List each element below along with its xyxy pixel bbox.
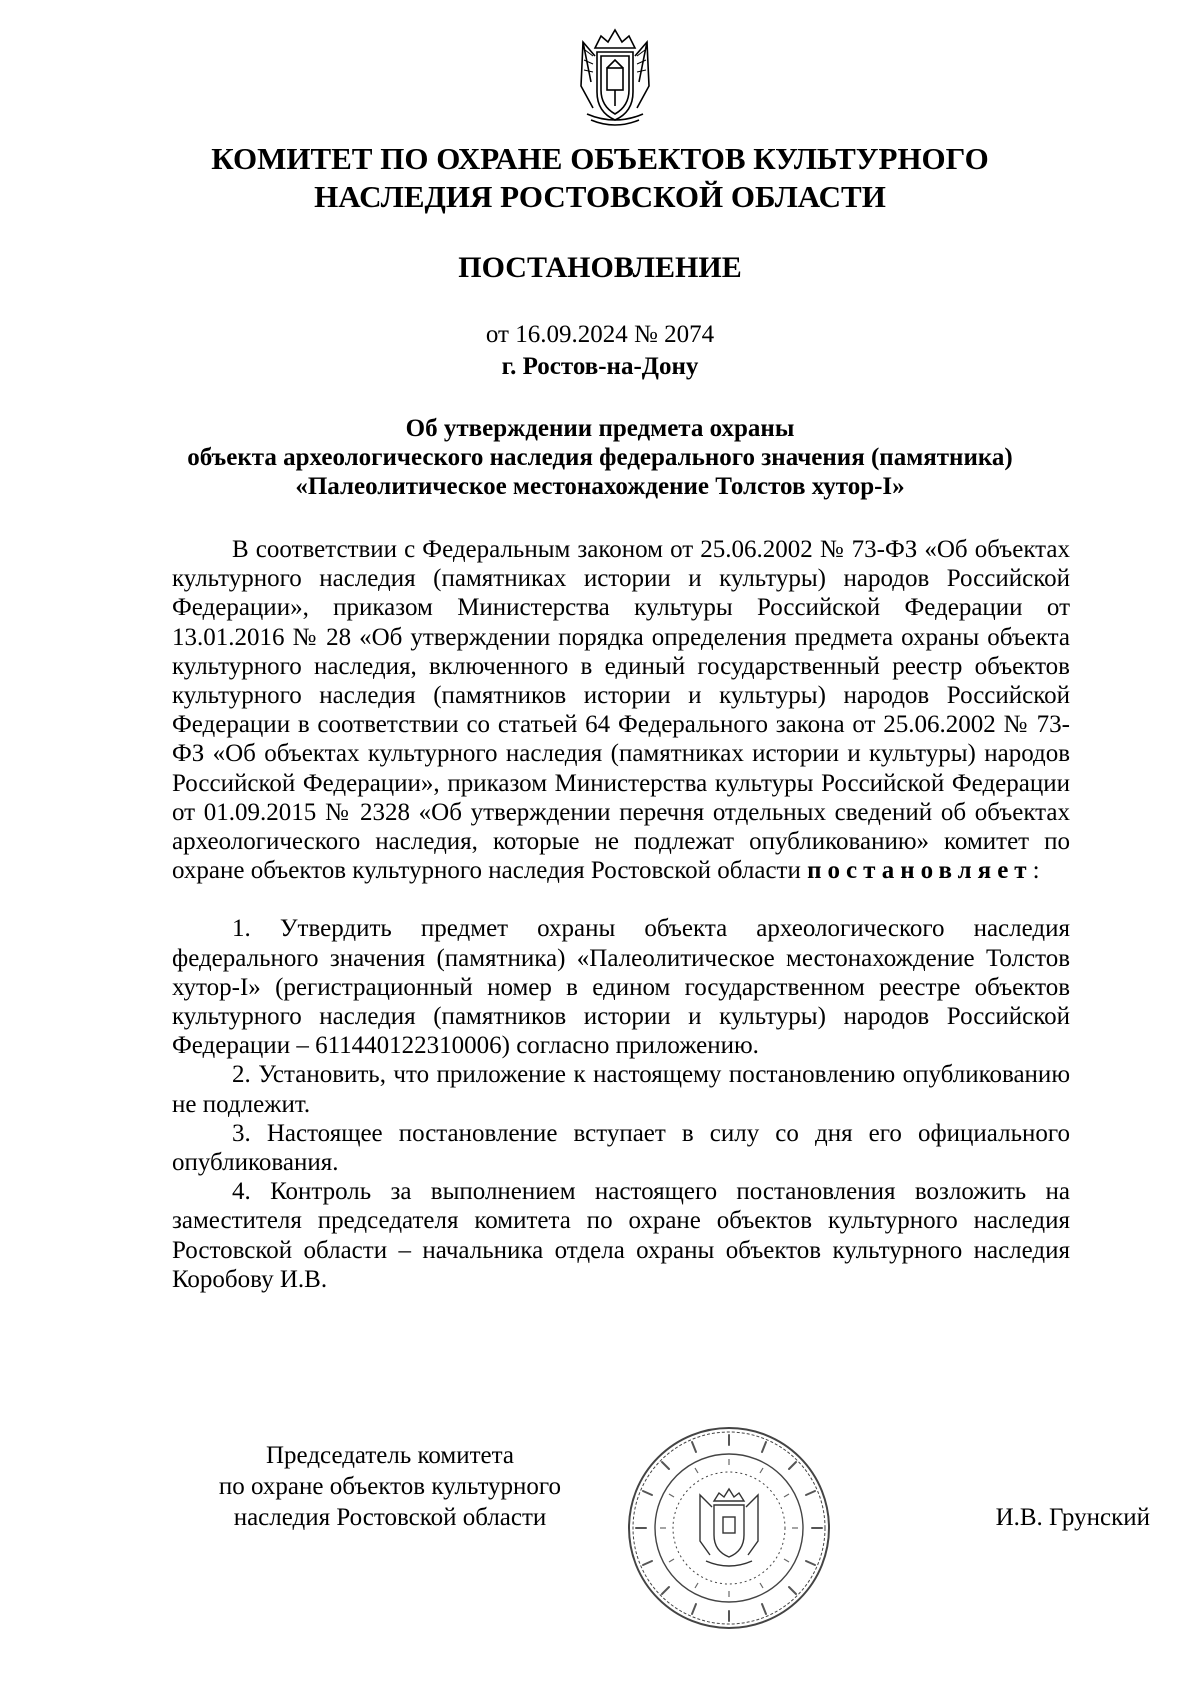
preamble-paragraph	[172, 535, 1070, 885]
resolution-item-2: 2. Установить, что приложение к настоящему постановлению опубликованию не подлежит.	[172, 1061, 1070, 1118]
preamble-colon: :	[1032, 857, 1040, 885]
signatory-title-line-1: Председатель комитета	[266, 1442, 514, 1469]
subject-line-2: объекта археологического наследия федерального значения (памятника)	[187, 444, 1013, 471]
document-body	[172, 535, 1070, 1294]
subject-line-3: «Палеолитическое местонахождение Толстов хутор-I»	[295, 473, 905, 500]
org-line-1: КОМИТЕТ ПО ОХРАНЕ ОБЪЕКТОВ КУЛЬТУРНОГО	[211, 141, 989, 176]
resolution-item-1: 1. Утвердить предмет охраны объекта археологического наследия федерального значения (памятника) «Палеолитическое местонахождение Толстов хутор-I» (регистрационный номер в едином государственном реестре объектов культурного наследия (памятников истории и культуры) народов Российской Федерации – 611440122310006) согласно приложению.	[172, 915, 1070, 1060]
signatory-name: И.В. Грунский	[995, 1504, 1150, 1531]
document-subject	[150, 414, 1050, 501]
resolution-item-3: 3. Настоящее постановление вступает в силу со дня его официального опубликования.	[172, 1119, 1070, 1177]
document-type: ПОСТАНОВЛЕНИЕ	[458, 251, 742, 284]
resolution-item-4: 4. Контроль за выполнением настоящего постановления возложить на заместителя председателя комитета по охране объектов культурного наследия Ростовской области – начальника отдела охраны объектов культурного наследия Коробову И.В.	[172, 1178, 1070, 1293]
decree-word: постановляет	[807, 857, 1033, 885]
org-line-2: НАСЛЕДИЯ РОСТОВСКОЙ ОБЛАСТИ	[314, 179, 886, 214]
preamble-text: В соответствии с Федеральным законом от 25.06.2002 № 73-ФЗ «Об объектах культурного наследия (памятниках истории и культуры) народов Российской Федерации», приказом Министерства культуры Российской Федерации от 13.01.2016 № 28 «Об утверждении порядка определения предмета охраны объекта культурного наследия, включенного в единый государственный реестр объектов культурного наследия (памятников истории и культуры) народов Российской Федерации в соответствии со статьей 64 Федерального закона от 25.06.2002 № 73-ФЗ «Об объектах культурного наследия (памятниках истории и культуры) народов Российской Федерации», приказом Министерства культуры Российской Федерации от 01.09.2015 № 2328 «Об утверждении перечня отдельных сведений об объектах археологического наследия, которые не подлежат опубликованию» комитет по охране объектов культурного наследия Ростовской области	[172, 536, 1070, 885]
signatory-title-line-2: по охране объектов культурного	[218, 1473, 562, 1500]
document-date-number: от 16.09.2024 № 2074	[485, 321, 715, 348]
signatory-title	[180, 1440, 600, 1533]
rostov-region-coat-of-arms-icon	[565, 22, 665, 130]
document-city: г. Ростов-на-Дону	[501, 353, 699, 380]
organization-name	[150, 140, 1050, 216]
official-round-seal-icon	[626, 1425, 832, 1631]
subject-line-1: Об утверждении предмета охраны	[405, 415, 795, 442]
signatory-title-line-3: наследия Ростовской области	[233, 1504, 547, 1531]
